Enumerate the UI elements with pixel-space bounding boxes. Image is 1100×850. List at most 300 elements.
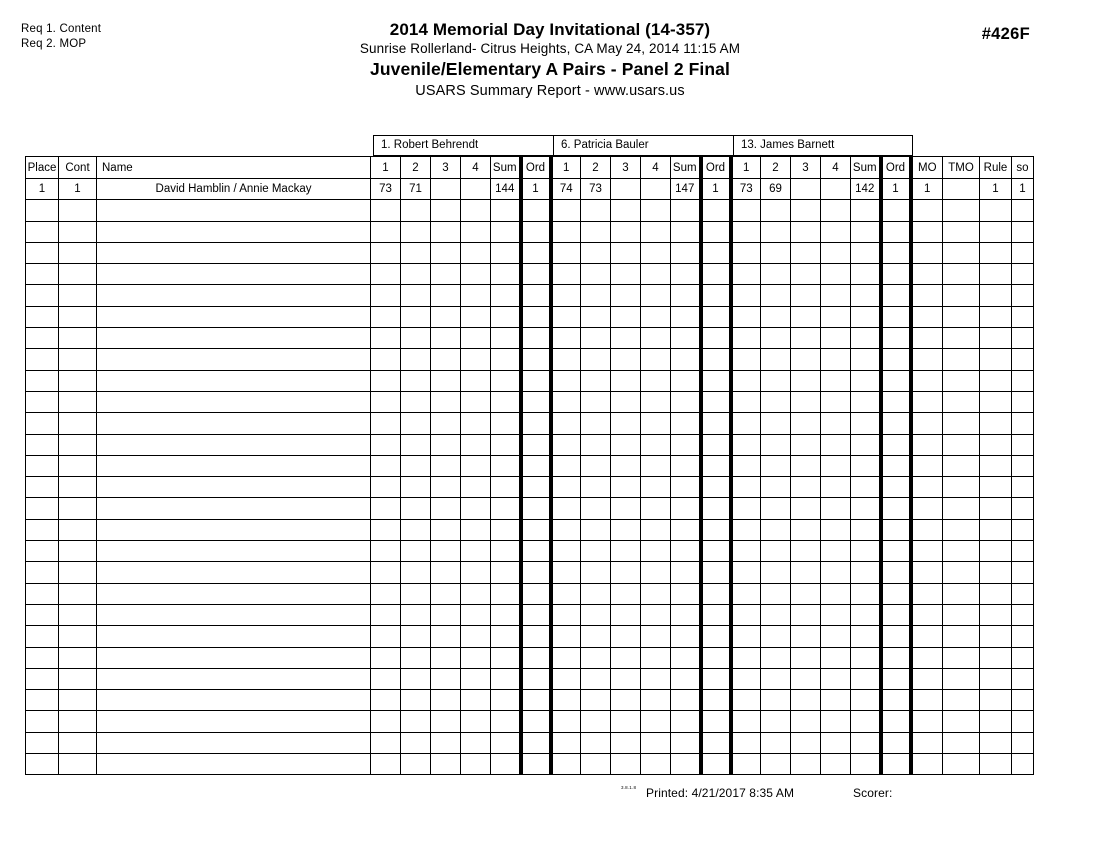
cell-empty bbox=[701, 285, 731, 306]
cell-empty bbox=[461, 583, 491, 604]
cell-empty bbox=[881, 668, 911, 689]
cell-empty bbox=[943, 413, 980, 434]
cell-empty bbox=[26, 306, 59, 327]
cell-empty bbox=[551, 370, 581, 391]
cell-empty bbox=[26, 562, 59, 583]
cell-empty bbox=[611, 477, 641, 498]
cell-empty bbox=[701, 711, 731, 732]
col-header-j1-sum: Sum bbox=[491, 157, 521, 179]
cell-empty bbox=[59, 370, 97, 391]
cell-empty bbox=[401, 455, 431, 476]
cell-empty bbox=[881, 264, 911, 285]
cell-empty bbox=[521, 690, 551, 711]
cell-empty bbox=[943, 604, 980, 625]
cell-empty bbox=[701, 626, 731, 647]
cell-empty bbox=[881, 413, 911, 434]
cell-empty bbox=[791, 370, 821, 391]
cell-cont: 1 bbox=[59, 179, 97, 200]
cell-empty bbox=[671, 647, 701, 668]
table-row-empty[interactable] bbox=[26, 754, 1034, 775]
cell-empty bbox=[761, 604, 791, 625]
table-row-empty[interactable] bbox=[26, 690, 1034, 711]
cell-empty bbox=[761, 391, 791, 412]
cell-empty bbox=[581, 668, 611, 689]
cell-empty bbox=[581, 221, 611, 242]
table-row-empty[interactable] bbox=[26, 200, 1034, 221]
col-header-j3-4: 4 bbox=[821, 157, 851, 179]
cell-empty bbox=[431, 754, 461, 775]
cell-empty bbox=[461, 413, 491, 434]
cell-empty bbox=[911, 519, 943, 540]
cell-empty bbox=[611, 434, 641, 455]
cell-empty bbox=[521, 583, 551, 604]
cell-empty bbox=[581, 434, 611, 455]
cell-empty bbox=[731, 519, 761, 540]
cell-empty bbox=[431, 391, 461, 412]
cell-empty bbox=[401, 391, 431, 412]
cell-empty bbox=[980, 328, 1012, 349]
cell-empty bbox=[911, 604, 943, 625]
cell-empty bbox=[821, 349, 851, 370]
cell-empty bbox=[59, 754, 97, 775]
cell-empty bbox=[461, 541, 491, 562]
table-row-empty[interactable] bbox=[26, 328, 1034, 349]
cell-empty bbox=[97, 349, 371, 370]
cell-empty bbox=[943, 668, 980, 689]
cell-empty bbox=[1012, 647, 1034, 668]
cell-empty bbox=[671, 242, 701, 263]
cell-empty bbox=[943, 583, 980, 604]
cell-empty bbox=[491, 583, 521, 604]
cell-empty bbox=[821, 221, 851, 242]
cell-empty bbox=[641, 711, 671, 732]
table-row-empty[interactable] bbox=[26, 413, 1034, 434]
cell-empty bbox=[761, 349, 791, 370]
cell-empty bbox=[97, 200, 371, 221]
cell-empty bbox=[521, 626, 551, 647]
cell-empty bbox=[943, 711, 980, 732]
cell-empty bbox=[851, 328, 881, 349]
table-row-empty[interactable] bbox=[26, 306, 1034, 327]
cell-empty bbox=[431, 306, 461, 327]
cell-empty bbox=[821, 541, 851, 562]
table-body bbox=[26, 179, 1034, 775]
cell-empty bbox=[943, 690, 980, 711]
cell-empty bbox=[671, 754, 701, 775]
cell-empty bbox=[731, 541, 761, 562]
cell-empty bbox=[371, 391, 401, 412]
cell-empty bbox=[881, 583, 911, 604]
cell-empty bbox=[581, 626, 611, 647]
cell-empty bbox=[371, 434, 401, 455]
cell-empty bbox=[791, 647, 821, 668]
cell-empty bbox=[97, 541, 371, 562]
col-header-j2-3: 3 bbox=[611, 157, 641, 179]
cell-empty bbox=[821, 647, 851, 668]
cell-empty bbox=[881, 242, 911, 263]
cell-empty bbox=[461, 498, 491, 519]
cell-empty bbox=[581, 604, 611, 625]
cell-empty bbox=[97, 626, 371, 647]
cell-empty bbox=[491, 285, 521, 306]
cell-empty bbox=[980, 349, 1012, 370]
cell-empty bbox=[821, 498, 851, 519]
cell-empty bbox=[581, 477, 611, 498]
col-header-j2-ord: Ord bbox=[701, 157, 731, 179]
cell-empty bbox=[551, 754, 581, 775]
cell-empty bbox=[521, 604, 551, 625]
cell-empty bbox=[59, 349, 97, 370]
cell-empty bbox=[97, 391, 371, 412]
cell-empty bbox=[731, 285, 761, 306]
table-row-empty[interactable] bbox=[26, 562, 1034, 583]
cell-empty bbox=[521, 264, 551, 285]
cell-empty bbox=[791, 306, 821, 327]
table-row-empty[interactable] bbox=[26, 626, 1034, 647]
cell-rule: 1 bbox=[980, 179, 1012, 200]
cell-empty bbox=[581, 647, 611, 668]
table-row-empty[interactable] bbox=[26, 583, 1034, 604]
cell-empty bbox=[943, 647, 980, 668]
cell-empty bbox=[821, 391, 851, 412]
table-row-empty[interactable] bbox=[26, 477, 1034, 498]
table-row-empty[interactable] bbox=[26, 349, 1034, 370]
cell-empty bbox=[943, 221, 980, 242]
cell-empty bbox=[641, 391, 671, 412]
cell-empty bbox=[821, 668, 851, 689]
cell-empty bbox=[461, 391, 491, 412]
cell-j3-score-3 bbox=[791, 179, 821, 200]
cell-empty bbox=[701, 391, 731, 412]
cell-empty bbox=[431, 668, 461, 689]
cell-empty bbox=[401, 562, 431, 583]
cell-empty bbox=[641, 604, 671, 625]
cell-empty bbox=[401, 434, 431, 455]
cell-empty bbox=[881, 434, 911, 455]
table-row-empty[interactable] bbox=[26, 541, 1034, 562]
cell-empty bbox=[671, 604, 701, 625]
cell-empty bbox=[461, 754, 491, 775]
cell-empty bbox=[911, 328, 943, 349]
cell-empty bbox=[943, 306, 980, 327]
table-row-empty[interactable] bbox=[26, 668, 1034, 689]
cell-empty bbox=[521, 306, 551, 327]
cell-empty bbox=[761, 541, 791, 562]
cell-empty bbox=[26, 541, 59, 562]
table-row-empty[interactable] bbox=[26, 519, 1034, 540]
table-row-empty[interactable] bbox=[26, 370, 1034, 391]
cell-empty bbox=[980, 519, 1012, 540]
cell-empty bbox=[821, 264, 851, 285]
cell-empty bbox=[401, 242, 431, 263]
cell-empty bbox=[1012, 604, 1034, 625]
cell-empty bbox=[401, 370, 431, 391]
cell-empty bbox=[881, 328, 911, 349]
cell-empty bbox=[491, 498, 521, 519]
cell-empty bbox=[401, 711, 431, 732]
cell-empty bbox=[911, 306, 943, 327]
cell-empty bbox=[791, 221, 821, 242]
cell-empty bbox=[431, 413, 461, 434]
cell-empty bbox=[491, 647, 521, 668]
cell-empty bbox=[1012, 328, 1034, 349]
cell-empty bbox=[97, 455, 371, 476]
cell-empty bbox=[911, 242, 943, 263]
cell-empty bbox=[551, 285, 581, 306]
col-header-j1-3: 3 bbox=[431, 157, 461, 179]
cell-empty bbox=[431, 285, 461, 306]
cell-empty bbox=[26, 626, 59, 647]
venue-and-datetime: Sunrise Rollerland- Citrus Heights, CA May 24, 2014 11:15 AM bbox=[359, 41, 741, 56]
cell-empty bbox=[26, 455, 59, 476]
cell-empty bbox=[980, 668, 1012, 689]
cell-empty bbox=[641, 328, 671, 349]
judge-banner bbox=[373, 135, 913, 156]
cell-empty bbox=[401, 477, 431, 498]
cell-empty bbox=[59, 711, 97, 732]
cell-empty bbox=[97, 668, 371, 689]
cell-empty bbox=[1012, 391, 1034, 412]
cell-empty bbox=[611, 370, 641, 391]
table-row-empty[interactable] bbox=[26, 221, 1034, 242]
cell-empty bbox=[761, 732, 791, 753]
cell-empty bbox=[731, 626, 761, 647]
cell-empty bbox=[371, 583, 401, 604]
cell-empty bbox=[791, 264, 821, 285]
cell-empty bbox=[943, 519, 980, 540]
cell-empty bbox=[791, 498, 821, 519]
cell-empty bbox=[761, 711, 791, 732]
cell-empty bbox=[1012, 434, 1034, 455]
cell-empty bbox=[26, 391, 59, 412]
cell-empty bbox=[671, 285, 701, 306]
col-header-j2-4: 4 bbox=[641, 157, 671, 179]
cell-empty bbox=[641, 285, 671, 306]
cell-empty bbox=[611, 562, 641, 583]
col-header-j2-sum: Sum bbox=[671, 157, 701, 179]
cell-empty bbox=[371, 604, 401, 625]
cell-empty bbox=[881, 519, 911, 540]
cell-empty bbox=[671, 264, 701, 285]
table-row-empty[interactable] bbox=[26, 285, 1034, 306]
col-header-name: Name bbox=[97, 157, 371, 179]
cell-empty bbox=[821, 519, 851, 540]
cell-empty bbox=[911, 754, 943, 775]
cell-empty bbox=[761, 328, 791, 349]
cell-empty bbox=[701, 264, 731, 285]
cell-empty bbox=[943, 477, 980, 498]
cell-empty bbox=[881, 477, 911, 498]
cell-empty bbox=[371, 732, 401, 753]
cell-empty bbox=[731, 583, 761, 604]
cell-empty bbox=[881, 541, 911, 562]
cell-empty bbox=[551, 647, 581, 668]
cell-empty bbox=[401, 604, 431, 625]
table-row-empty[interactable] bbox=[26, 604, 1034, 625]
cell-empty bbox=[881, 285, 911, 306]
cell-empty bbox=[943, 391, 980, 412]
cell-empty bbox=[731, 732, 761, 753]
cell-empty bbox=[943, 242, 980, 263]
cell-empty bbox=[401, 647, 431, 668]
cell-empty bbox=[551, 477, 581, 498]
cell-empty bbox=[97, 732, 371, 753]
table-row-empty[interactable] bbox=[26, 711, 1034, 732]
cell-j2-score-2: 73 bbox=[581, 179, 611, 200]
cell-empty bbox=[97, 498, 371, 519]
cell-empty bbox=[401, 413, 431, 434]
cell-empty bbox=[641, 732, 671, 753]
cell-empty bbox=[611, 583, 641, 604]
cell-empty bbox=[731, 690, 761, 711]
cell-empty bbox=[1012, 498, 1034, 519]
cell-empty bbox=[491, 242, 521, 263]
cell-empty bbox=[97, 370, 371, 391]
cell-empty bbox=[461, 711, 491, 732]
cell-j1-score-2: 71 bbox=[401, 179, 431, 200]
cell-empty bbox=[911, 221, 943, 242]
cell-empty bbox=[821, 413, 851, 434]
cell-empty bbox=[821, 306, 851, 327]
cell-empty bbox=[980, 221, 1012, 242]
col-header-j1-ord: Ord bbox=[521, 157, 551, 179]
table-row-empty[interactable] bbox=[26, 455, 1034, 476]
cell-empty bbox=[97, 647, 371, 668]
cell-empty bbox=[461, 626, 491, 647]
cell-empty bbox=[26, 221, 59, 242]
cell-empty bbox=[371, 498, 401, 519]
col-header-j2-2: 2 bbox=[581, 157, 611, 179]
requirement-line-2: Req 2. MOP bbox=[21, 37, 87, 50]
cell-empty bbox=[641, 434, 671, 455]
cell-empty bbox=[701, 306, 731, 327]
report-number: #426F bbox=[981, 25, 1030, 43]
cell-empty bbox=[551, 732, 581, 753]
printed-timestamp: Printed: 4/21/2017 8:35 AM bbox=[646, 786, 795, 800]
cell-empty bbox=[59, 583, 97, 604]
cell-empty bbox=[59, 519, 97, 540]
cell-empty bbox=[611, 242, 641, 263]
cell-empty bbox=[851, 285, 881, 306]
cell-empty bbox=[97, 285, 371, 306]
cell-empty bbox=[761, 519, 791, 540]
cell-empty bbox=[97, 754, 371, 775]
cell-empty bbox=[611, 668, 641, 689]
cell-empty bbox=[59, 306, 97, 327]
cell-empty bbox=[701, 477, 731, 498]
cell-empty bbox=[581, 519, 611, 540]
cell-empty bbox=[521, 200, 551, 221]
cell-empty bbox=[761, 583, 791, 604]
cell-empty bbox=[911, 711, 943, 732]
cell-empty bbox=[491, 754, 521, 775]
cell-empty bbox=[401, 498, 431, 519]
table-row-empty[interactable] bbox=[26, 647, 1034, 668]
cell-empty bbox=[1012, 583, 1034, 604]
cell-empty bbox=[59, 221, 97, 242]
cell-empty bbox=[431, 562, 461, 583]
cell-empty bbox=[371, 413, 401, 434]
cell-empty bbox=[401, 306, 431, 327]
cell-empty bbox=[943, 434, 980, 455]
cell-empty bbox=[943, 626, 980, 647]
cell-empty bbox=[431, 200, 461, 221]
cell-empty bbox=[881, 391, 911, 412]
cell-empty bbox=[581, 285, 611, 306]
cell-empty bbox=[59, 562, 97, 583]
cell-empty bbox=[491, 349, 521, 370]
table-header-row bbox=[26, 157, 1034, 179]
cell-empty bbox=[851, 221, 881, 242]
cell-empty bbox=[701, 562, 731, 583]
cell-empty bbox=[431, 370, 461, 391]
cell-empty bbox=[431, 604, 461, 625]
cell-empty bbox=[911, 349, 943, 370]
cell-j2-sum: 147 bbox=[671, 179, 701, 200]
cell-empty bbox=[581, 690, 611, 711]
cell-empty bbox=[791, 519, 821, 540]
cell-empty bbox=[791, 754, 821, 775]
cell-empty bbox=[881, 711, 911, 732]
cell-place: 1 bbox=[26, 179, 59, 200]
cell-empty bbox=[581, 349, 611, 370]
cell-empty bbox=[881, 200, 911, 221]
cell-empty bbox=[980, 242, 1012, 263]
cell-empty bbox=[851, 306, 881, 327]
cell-empty bbox=[371, 626, 401, 647]
col-header-place: Place bbox=[26, 157, 59, 179]
table-row-empty[interactable] bbox=[26, 264, 1034, 285]
cell-empty bbox=[551, 413, 581, 434]
cell-empty bbox=[611, 349, 641, 370]
cell-empty bbox=[491, 370, 521, 391]
table-row-empty[interactable] bbox=[26, 732, 1034, 753]
cell-empty bbox=[59, 541, 97, 562]
table-row-empty[interactable] bbox=[26, 498, 1034, 519]
table-row-empty[interactable] bbox=[26, 434, 1034, 455]
cell-empty bbox=[371, 647, 401, 668]
cell-empty bbox=[821, 370, 851, 391]
cell-empty bbox=[521, 455, 551, 476]
cell-empty bbox=[26, 242, 59, 263]
cell-j3-score-2: 69 bbox=[761, 179, 791, 200]
cell-empty bbox=[821, 711, 851, 732]
cell-empty bbox=[911, 391, 943, 412]
cell-empty bbox=[521, 668, 551, 689]
cell-empty bbox=[943, 455, 980, 476]
cell-empty bbox=[97, 264, 371, 285]
cell-empty bbox=[581, 242, 611, 263]
cell-empty bbox=[551, 690, 581, 711]
cell-empty bbox=[731, 370, 761, 391]
cell-empty bbox=[701, 434, 731, 455]
cell-empty bbox=[851, 498, 881, 519]
cell-empty bbox=[821, 583, 851, 604]
cell-empty bbox=[731, 391, 761, 412]
col-header-rule: Rule bbox=[980, 157, 1012, 179]
cell-j1-sum: 144 bbox=[491, 179, 521, 200]
cell-empty bbox=[701, 242, 731, 263]
score-table bbox=[25, 156, 1034, 775]
table-row-empty[interactable] bbox=[26, 242, 1034, 263]
cell-empty bbox=[731, 477, 761, 498]
table-row[interactable] bbox=[26, 179, 1034, 200]
cell-empty bbox=[1012, 668, 1034, 689]
table-row-empty[interactable] bbox=[26, 391, 1034, 412]
cell-empty bbox=[791, 413, 821, 434]
cell-empty bbox=[701, 328, 731, 349]
cell-empty bbox=[851, 732, 881, 753]
